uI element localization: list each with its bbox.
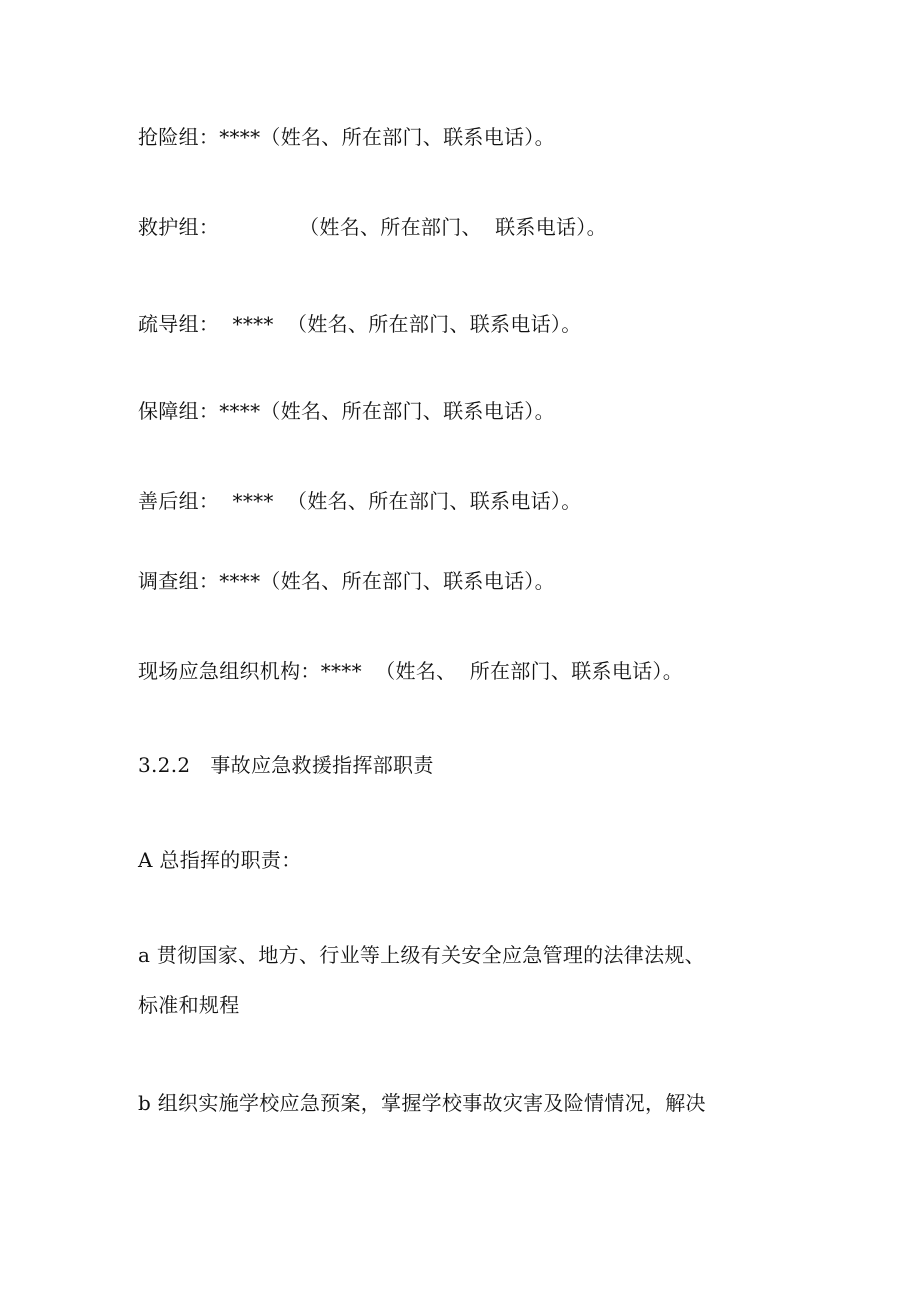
paragraph-a-line-1: a 贯彻国家、地方、行业等上级有关安全应急管理的法律法规、 <box>138 943 705 967</box>
paragraph-a-line-2: 标准和规程 <box>138 993 240 1017</box>
rescue-team-line: 抢险组：****（姓名、所在部门、联系电话）。 <box>138 125 555 149</box>
medical-team-line: 救护组： （姓名、所在部门、 联系电话）。 <box>138 215 607 239</box>
subsection-heading: A 总指挥的职责： <box>138 848 302 872</box>
onsite-organization-line: 现场应急组织机构：**** （姓名、 所在部门、联系电话）。 <box>138 659 684 683</box>
aftermath-team-line: 善后组： **** （姓名、所在部门、联系电话）。 <box>138 489 582 513</box>
paragraph-b-line-1: b 组织实施学校应急预案，掌握学校事故灾害及险情情况，解决 <box>138 1091 706 1115</box>
evacuation-team-line: 疏导组： **** （姓名、所在部门、联系电话）。 <box>138 312 582 336</box>
support-team-line: 保障组：****（姓名、所在部门、联系电话）。 <box>138 399 555 423</box>
section-heading: 3.2.2 事故应急救援指挥部职责 <box>138 753 434 777</box>
investigation-team-line: 调查组：****（姓名、所在部门、联系电话）。 <box>138 569 555 593</box>
